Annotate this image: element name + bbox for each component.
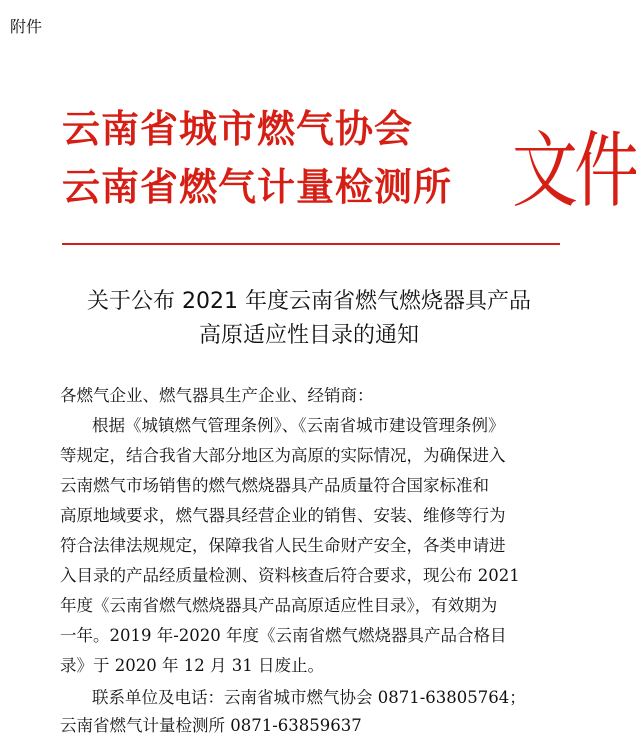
body-line: 录》于 2020 年 12 月 31 日废止。 <box>60 656 324 675</box>
notice-title-line-1: 关于公布 2021 年度云南省燃气燃烧器具产品 <box>87 289 531 314</box>
red-divider <box>62 243 560 245</box>
issuing-org-1: 云南省城市燃气协会 <box>62 107 414 151</box>
body-line: 云南燃气市场销售的燃气燃烧器具产品质量符合国家标准和 <box>60 476 489 495</box>
notice-title-line-2: 高原适应性目录的通知 <box>198 323 419 348</box>
salutation: 各燃气企业、燃气器具生产企业、经销商： <box>60 386 374 405</box>
contact-line-2: 云南省燃气计量检测所 0871-63859637 <box>60 716 362 735</box>
body-line: 等规定，结合我省大部分地区为高原的实际情况，为确保进入 <box>60 446 506 465</box>
contact-line-1: 联系单位及电话：云南省城市燃气协会 0871-63805764； <box>92 688 526 707</box>
body-line: 高原地域要求，燃气器具经营企业的销售、安装、维修等行为 <box>60 506 506 525</box>
body-line: 年度《云南省燃气燃烧器具产品高原适应性目录》，有效期为 <box>60 596 498 615</box>
body-line: 入目录的产品经质量检测、资料核查后符合要求，现公布 2021 <box>60 566 520 585</box>
document-mark: 文件 <box>512 122 636 219</box>
issuing-org-2: 云南省燃气计量检测所 <box>62 165 453 209</box>
body-line: 一年。2019 年-2020 年度《云南省燃气燃烧器具产品合格目 <box>60 626 507 645</box>
attachment-label: 附件 <box>10 17 43 36</box>
body-line: 根据《城镇燃气管理条例》、《云南省城市建设管理条例》 <box>92 416 505 435</box>
body-line: 符合法律法规规定，保障我省人民生命财产安全，各类申请进 <box>60 536 506 555</box>
